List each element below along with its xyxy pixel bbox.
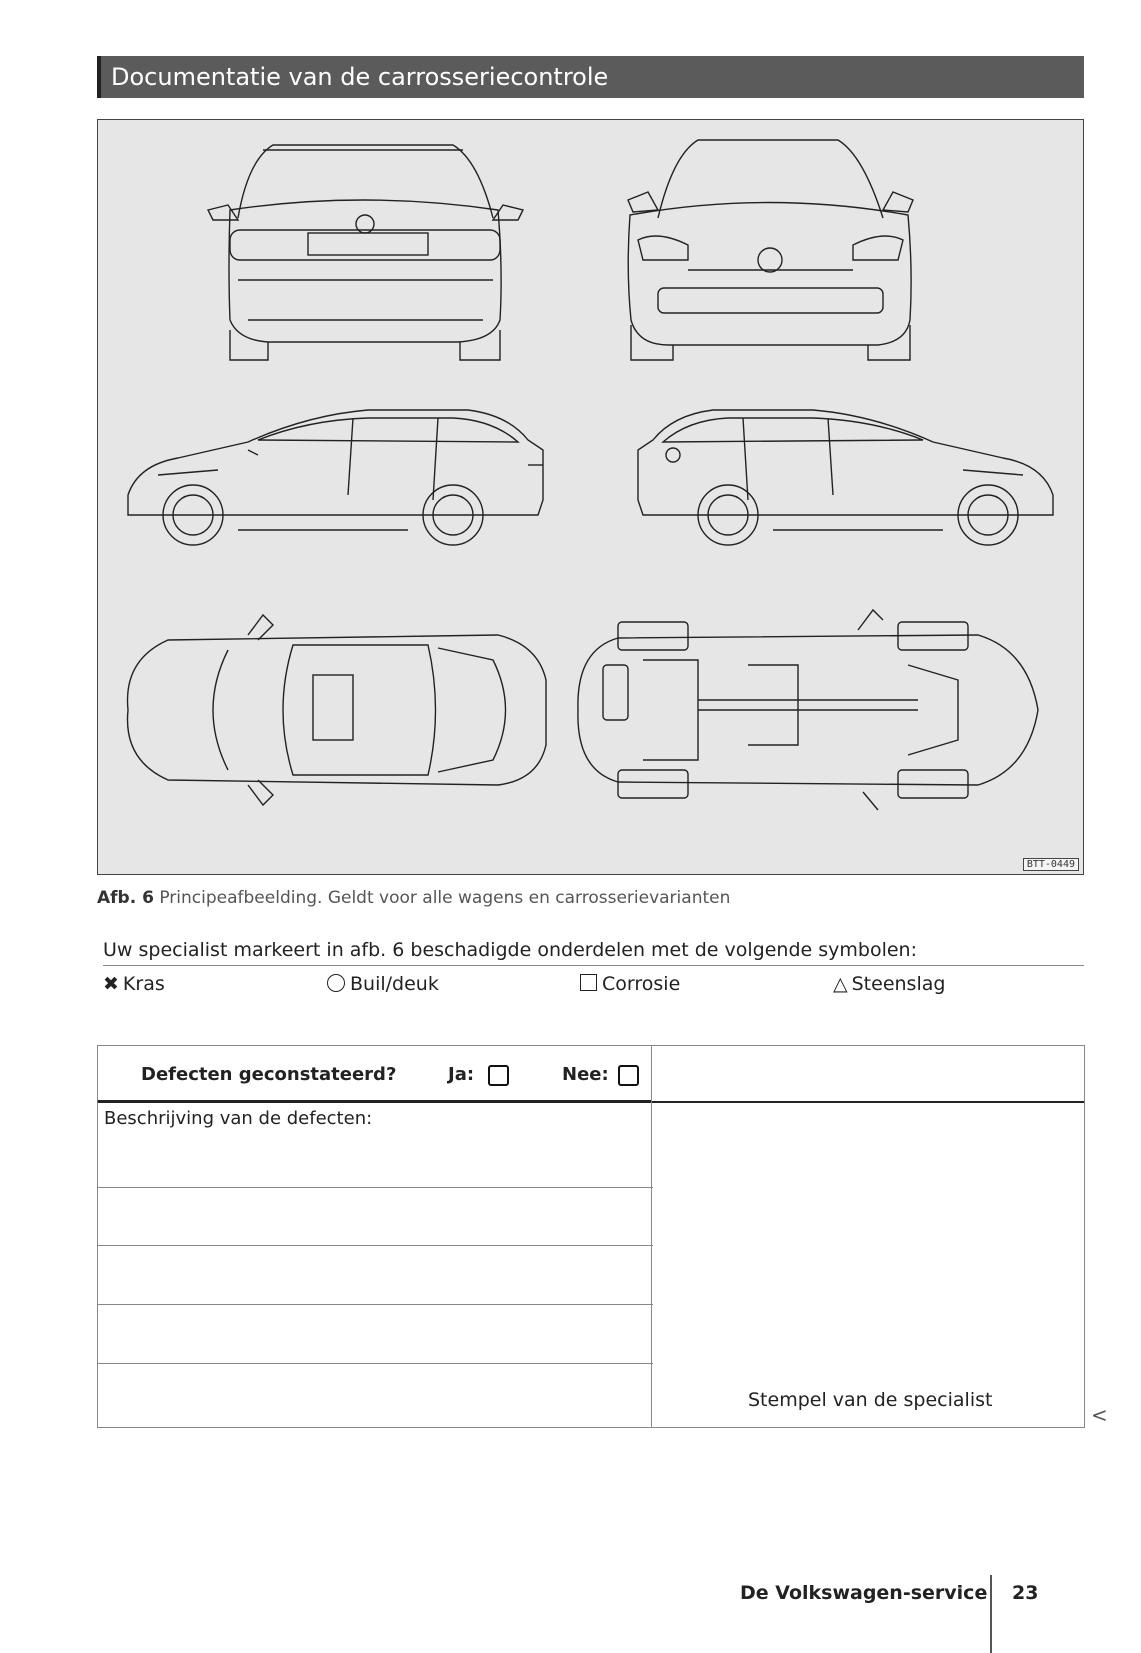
front-view bbox=[628, 140, 913, 360]
legend-intro: Uw specialist markeert in afb. 6 beschadigde onderdelen met de volgende symbolen: bbox=[103, 939, 1084, 966]
stamp-label: Stempel van de specialist bbox=[748, 1389, 993, 1411]
no-checkbox[interactable] bbox=[618, 1065, 639, 1086]
legend-label: Kras bbox=[122, 973, 165, 995]
legend-label: Steenslag bbox=[851, 973, 946, 995]
triangle-icon: △ bbox=[833, 973, 848, 995]
continuation-mark: < bbox=[1091, 1403, 1108, 1427]
caption-text: Principeafbeelding. Geldt voor alle wagens en carrosserievarianten bbox=[159, 888, 731, 908]
figure-code: BTT-0449 bbox=[1023, 858, 1079, 871]
inspection-form bbox=[97, 1045, 1085, 1428]
footer-section-title: De Volkswagen-service bbox=[740, 1582, 988, 1604]
legend-scratch bbox=[103, 973, 165, 995]
figure-caption bbox=[97, 888, 730, 908]
description-line bbox=[98, 1245, 653, 1246]
circle-icon bbox=[327, 974, 345, 992]
underbody-view bbox=[578, 610, 1038, 810]
page-title: Documentatie van de carrosseriecontrole bbox=[97, 56, 1084, 98]
legend-stone-chip bbox=[833, 973, 945, 995]
caption-label: Afb. 6 bbox=[97, 888, 154, 908]
square-icon bbox=[580, 974, 597, 991]
yes-checkbox[interactable] bbox=[488, 1065, 509, 1086]
cross-icon: ✖ bbox=[103, 973, 119, 995]
defects-question: Defecten geconstateerd? bbox=[141, 1064, 397, 1085]
top-view bbox=[128, 615, 547, 805]
legend-label: Corrosie bbox=[602, 973, 681, 995]
specialist-stamp-area[interactable] bbox=[651, 1102, 1085, 1428]
legend-corrosion bbox=[580, 973, 680, 995]
page-number: 23 bbox=[1012, 1582, 1039, 1604]
description-line bbox=[98, 1187, 653, 1188]
footer-divider bbox=[990, 1575, 992, 1653]
right-side-view bbox=[638, 410, 1053, 545]
car-diagram-figure bbox=[97, 119, 1084, 875]
rear-view bbox=[208, 145, 523, 360]
right-header-cell bbox=[651, 1045, 1085, 1103]
defect-description-area[interactable] bbox=[97, 1102, 652, 1428]
description-label: Beschrijving van de defecten: bbox=[104, 1108, 373, 1129]
defects-question-row bbox=[97, 1045, 652, 1103]
yes-label: Ja: bbox=[448, 1064, 475, 1085]
description-line bbox=[98, 1363, 653, 1364]
legend-dent bbox=[327, 973, 439, 995]
legend-label: Buil/deuk bbox=[350, 973, 439, 995]
no-label: Nee: bbox=[562, 1064, 609, 1085]
description-line bbox=[98, 1304, 653, 1305]
left-side-view bbox=[128, 410, 543, 545]
car-diagram bbox=[98, 120, 1083, 874]
